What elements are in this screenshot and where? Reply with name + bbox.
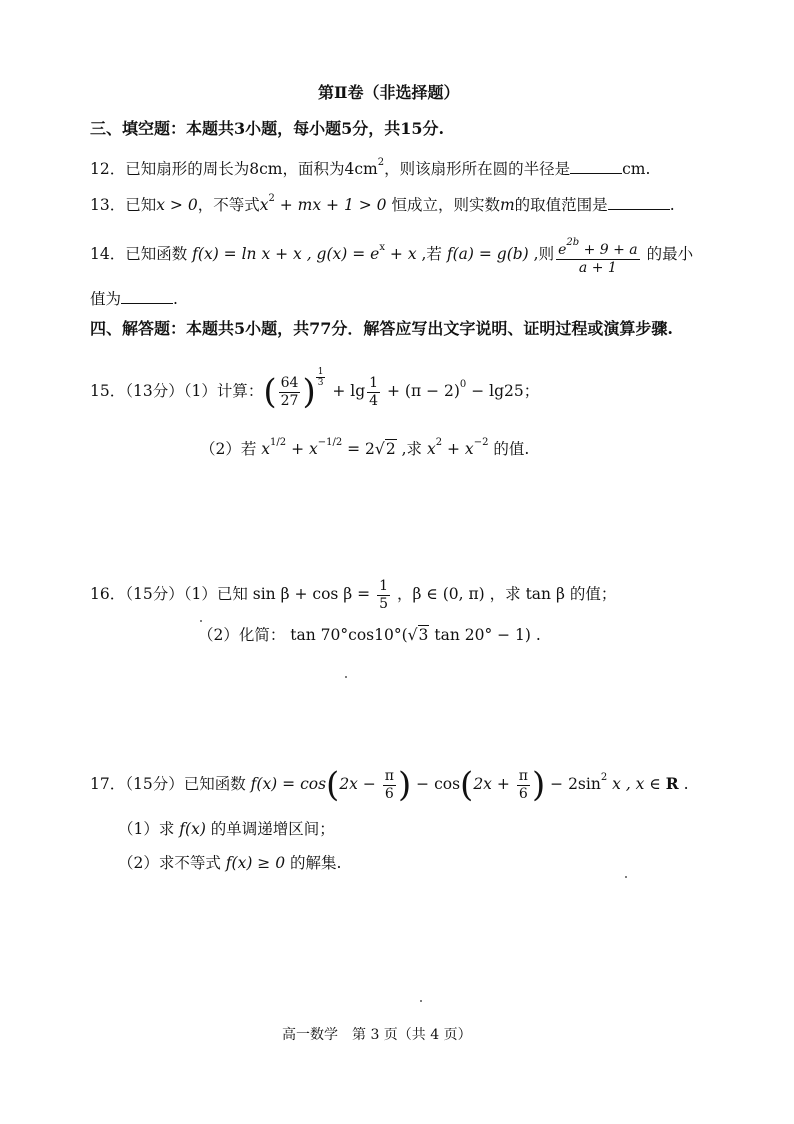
question-text: 的最小 [641,245,694,263]
question-text: 的值. [488,440,530,458]
question-16-part-2 [198,624,541,646]
section-4-heading: 四、解答题：本题共5小题，共77分．解答应写出文字说明、证明过程或演算步骤. [90,319,673,338]
period: . [669,196,675,214]
question-15-part-1 [90,362,540,412]
part-label: （1）已知 [183,585,253,603]
scan-speck [200,620,202,622]
condition-math: f(a) = g(b) [446,245,529,263]
score: （15分） [125,775,184,793]
math-text: x [426,440,436,458]
question-text: 已知函数 [183,775,251,793]
question-text: 已知函数 [125,245,193,263]
question-text: 的单调递增区间； [205,820,335,838]
part-label: （1）求 [118,820,180,838]
fraction-denominator: 6 [384,785,394,802]
answer-blank [608,195,670,210]
left-paren: ( [460,765,474,805]
math-text: + (π − 2) [382,382,460,400]
question-text: 的取值范围是 [514,196,608,214]
fraction-numerator: π [384,767,394,784]
fraction-numerator: π [518,767,528,784]
part-label: （2）若 [200,440,262,458]
scan-speck [345,676,347,678]
math-text: 2x + [473,775,515,793]
function-def: + x [384,245,417,263]
fraction-numerator: 64 [280,374,299,391]
math-text: f(x) ≥ 0 [225,854,286,872]
section-3-heading: 三、填空题：本题共3小题，每小题5分，共15分. [90,119,445,138]
math-text: f(x) [179,820,206,838]
part-title: 第Ⅱ卷（非选择题） [318,83,460,102]
superscript: 1/2 [270,437,287,448]
fraction-denominator: 5 [379,595,389,612]
question-12 [90,152,650,180]
question-14 [90,230,694,276]
math-text: 2x − [339,775,381,793]
square-root: √3 [407,626,429,644]
math-text: ,求 [396,440,427,458]
fraction-denominator: a + 1 [578,259,617,276]
fraction-numerator: 1 [379,577,389,594]
question-13 [90,188,675,216]
question-14-line2 [90,288,178,310]
math-text: + x [442,440,474,458]
question-16-part-1 [90,576,616,612]
right-paren: ) [397,765,412,805]
question-text: ，不等式 [197,196,260,214]
radicand: 3 [418,626,429,644]
question-number: 17． [90,775,126,793]
score: （15分） [125,585,184,603]
exponent-fraction [316,367,326,388]
superscript: 2 [268,193,275,204]
superscript: 2 [600,772,608,783]
function-def: f(x) = ln x + x , g(x) = e [192,245,380,263]
fraction-numerator: 1 [369,374,379,391]
question-number: 16． [90,585,126,603]
right-paren: ) [531,765,546,805]
question-17 [90,756,689,805]
scan-speck [625,876,627,878]
fraction-denominator: 4 [369,392,379,409]
variable-math: m [499,196,515,214]
superscript: −1/2 [317,437,343,448]
left-paren: ( [326,765,340,805]
part-label: （2）求不等式 [118,854,226,872]
math-text: − lg25； [466,382,540,400]
superscript: x [379,242,385,253]
fraction [367,375,380,410]
part-label: （1）计算： [183,382,264,400]
score: （13分） [125,382,184,400]
superscript: 2 [377,157,385,168]
question-text: 已知扇形的周长为8cm，面积为4cm [125,160,378,178]
fraction-numerator: $e^{2b} + 9 + a$ [556,234,640,260]
math-text: + x [286,440,318,458]
math-text: − cos [411,775,461,793]
question-text: 已知 [125,196,157,214]
fraction-denominator: 6 [518,785,528,802]
fraction-numerator: 1 [317,367,324,377]
condition-math: x > 0 [156,196,198,214]
question-text: ,则 [528,245,555,263]
part-label: （2）化简： [198,626,286,644]
superscript: 2 [435,437,443,448]
question-text: 的解集. [285,854,342,872]
question-17-part-1 [118,818,335,840]
math-text: = 2 [342,440,375,458]
fraction [383,768,396,803]
answer-blank [570,159,622,174]
fraction [517,768,530,803]
question-text: 值为 [90,290,122,308]
fraction [377,578,390,613]
fraction-denominator: 3 [317,378,324,388]
math-text: + lg [327,382,366,400]
question-text: ，则该扇形所在圆的半径是 [384,160,571,178]
math-text: sin β + cos β = [252,585,376,603]
question-text: ,若 [416,245,447,263]
math-text: − 2sin [545,775,601,793]
math-text: tan 70°cos10°( [285,626,408,644]
period: . [173,290,178,308]
question-17-part-2 [118,852,341,874]
fraction [556,234,640,277]
page-footer: 高一数学 第 3 页（共 4 页） [282,1027,472,1043]
inequality-math: x [259,196,269,214]
square-root: √2 [374,440,396,458]
left-paren: ( [263,372,277,412]
superscript: −2 [473,437,489,448]
question-number: 14． [90,245,126,263]
math-text: . [678,775,689,793]
unit-text: cm. [622,160,651,178]
right-paren: ) [302,372,316,412]
question-text: 恒成立，则实数 [386,196,500,214]
answer-blank [121,289,173,304]
question-15-part-2 [200,432,529,460]
fraction [279,375,301,410]
question-number: 15． [90,382,126,400]
math-text: x , x ∈ [607,775,666,793]
radicand: 2 [385,440,396,458]
superscript: 0 [459,379,467,390]
real-set-symbol: R [665,774,679,793]
math-text: x [261,440,271,458]
math-text: f(x) = cos [250,775,327,793]
inequality-math: + mx + 1 > 0 [274,196,387,214]
question-number: 12． [90,160,126,178]
math-text: ，β ∈ (0, π) ，求 tan β 的值； [392,585,617,603]
fraction-denominator: 27 [280,392,299,409]
question-number: 13． [90,196,126,214]
scan-speck [420,1000,422,1002]
math-text: tan 20° − 1) . [429,626,541,644]
